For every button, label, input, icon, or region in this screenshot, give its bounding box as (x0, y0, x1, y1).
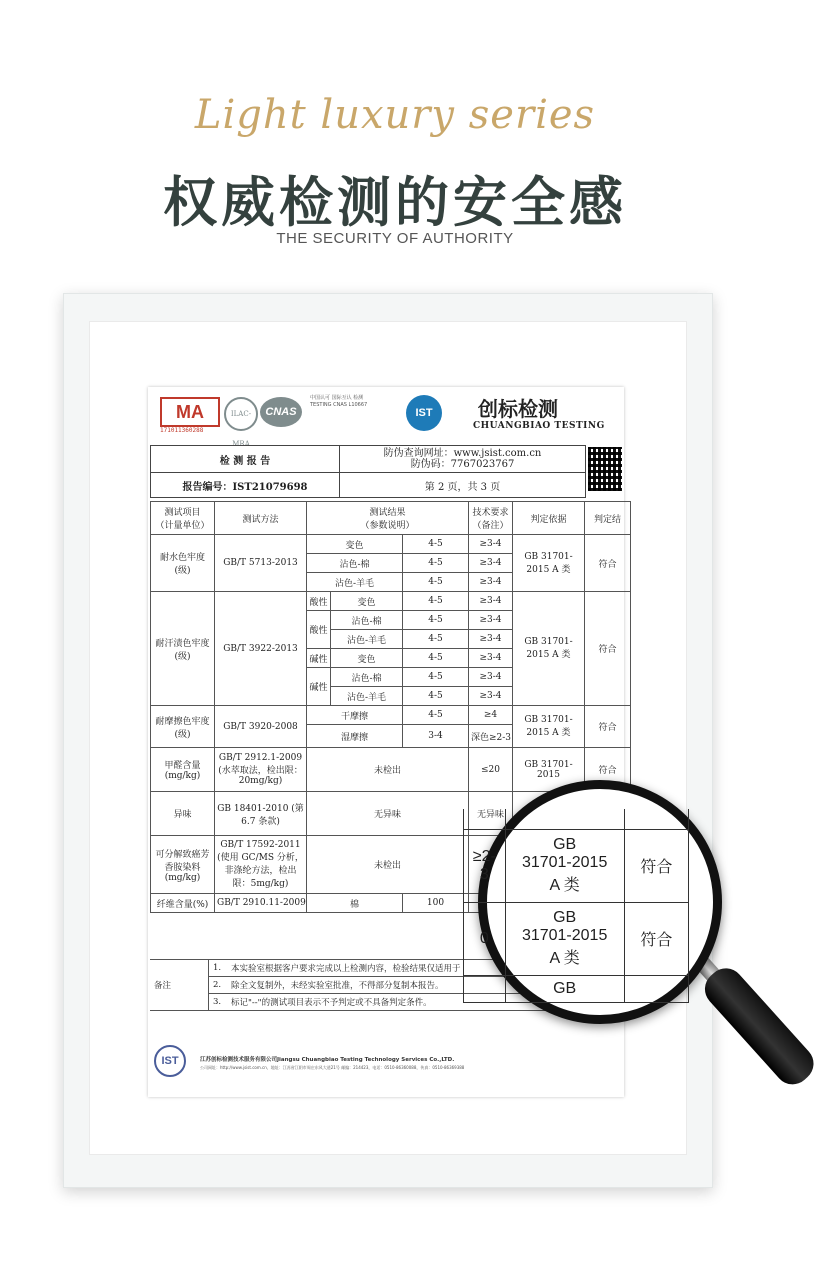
result-value: 4-5 (403, 668, 469, 687)
sub-item: 沾色-棉 (307, 554, 403, 573)
method: GB/T 3920-2008 (215, 706, 307, 748)
lens-basis (505, 829, 624, 902)
result-value: 4-5 (403, 535, 469, 554)
result-value: 4-5 (403, 649, 469, 668)
requirement: ≥3-4 (469, 554, 513, 573)
requirement: ≥3-4 (469, 630, 513, 649)
lens-cell (464, 809, 506, 829)
lens-basis-class: A 类 (549, 950, 580, 967)
table-row (151, 748, 631, 792)
item-name: 纤维含量(%) (151, 894, 215, 913)
result-value: 4-5 (403, 706, 469, 725)
col-header-result: 测试结果 （参数说明） (307, 502, 469, 535)
result-value: 4-5 (403, 592, 469, 611)
method: GB 18401-2010 (第 6.7 条款) (215, 792, 307, 836)
result-value: 4-5 (403, 554, 469, 573)
page-subtitle: THE SECURITY OF AUTHORITY (276, 230, 514, 247)
note-number: 3. (209, 994, 228, 1011)
item-name: 异味 (151, 792, 215, 836)
item-name: 可分解致癌芳香胺染料(mg/kg) (151, 836, 215, 894)
lens-snippet: 0 (464, 902, 506, 975)
result-value: 未检出 (307, 836, 469, 894)
requirement: ≥3-4 (469, 649, 513, 668)
frame-mat (89, 321, 687, 1155)
item-name: 耐水色牢度(级) (151, 535, 215, 592)
item-name: 甲醛含量 (mg/kg) (151, 748, 215, 792)
notes-label: 备注 (150, 960, 209, 1011)
brand-name-en: CHUANGBIAO TESTING (473, 421, 605, 431)
requirement: ≤20 (469, 748, 513, 792)
fiber-name: 棉 (307, 894, 403, 913)
sub-item: 沾色-棉 (331, 611, 403, 630)
requirement: ≥4 (469, 706, 513, 725)
item-name: 耐摩擦色牢度(级) (151, 706, 215, 748)
lens-basis-std: 31701-2015 (521, 854, 608, 871)
basis: GB 31701-2015 A 类 (513, 706, 585, 748)
lens-cell (464, 975, 506, 1002)
qr-code (588, 447, 622, 491)
lens-basis-std: 31701-2015 (521, 927, 608, 944)
picture-frame (63, 293, 713, 1188)
alkali-label: 碱性 (307, 668, 331, 706)
requirement: ≥3-4 (469, 687, 513, 706)
result-value: 4-5 (403, 687, 469, 706)
sub-item: 沾色-棉 (331, 668, 403, 687)
brand-name-cn: 创标检测 (478, 397, 558, 421)
lens-basis (505, 902, 624, 975)
sub-item: 沾色-羊毛 (331, 630, 403, 649)
note-number: 1. (209, 960, 228, 977)
table-header-row (151, 502, 631, 535)
sub-item: 变色 (307, 535, 403, 554)
lens-snippet: ≥2-3 (464, 829, 506, 902)
requirement: ≥3-4 (469, 611, 513, 630)
footer-company: 江苏创标检测技术服务有限公司Jiangsu Chuangbiao Testing Technology Services Co.,LTD. (200, 1057, 455, 1063)
lens-verdict: 符合 (624, 829, 688, 902)
anti-fake-info (340, 446, 586, 473)
sub-item: 干摩擦 (307, 706, 403, 725)
verdict: 符合 (585, 748, 631, 792)
sub-item: 变色 (331, 592, 403, 611)
method: GB/T 2912.1-2009 (水萃取法，检出限：20mg/kg) (215, 748, 307, 792)
table-row (151, 706, 631, 725)
lens-cell (624, 809, 688, 829)
col-header-requirement: 技术要求 （备注） (469, 502, 513, 535)
basis: GB 31701-2015 A 类 (513, 592, 585, 706)
note-number: 2. (209, 977, 228, 994)
page-info: 第 2 页，共 3 页 (340, 473, 586, 498)
result-value: 无异味 (307, 792, 469, 836)
script-title: Light luxury series (194, 92, 596, 138)
requirement: 无异味 (469, 792, 513, 836)
report-title: 检 测 报 告 (151, 446, 340, 473)
anti-fake-code: 防伪码：7767023767 (410, 459, 515, 470)
table-row (151, 535, 631, 554)
item-name: 耐汗渍色牢度(级) (151, 592, 215, 706)
requirement: ≥3-4 (469, 668, 513, 687)
sub-item: 沾色-羊毛 (307, 573, 403, 592)
requirement: ≥3-4 (469, 535, 513, 554)
result-value: 4-5 (403, 573, 469, 592)
col-header-item: 测试项目 （计量单位） (151, 502, 215, 535)
lens-verdict: 符合 (624, 902, 688, 975)
cma-logo: MA (160, 397, 220, 427)
sub-item: 湿摩擦 (307, 725, 403, 748)
col-header-verdict: 判定结 (585, 502, 631, 535)
magnifier-lens (472, 780, 722, 1024)
method: GB/T 17592-2011 (使用 GC/MS 分析，非涤纶方法，检出限：5mg/kg) (215, 836, 307, 894)
col-header-method: 测试方法 (215, 502, 307, 535)
note-text: 除全文复制外，未经实验室批准，不得部分复制本报告。 (227, 977, 626, 994)
method: GB/T 2910.11-2009 (215, 894, 307, 913)
table-row (151, 592, 631, 611)
requirement: ≥3-4 (469, 573, 513, 592)
result-value: 3-4 (403, 725, 469, 748)
lens-basis-class: A 类 (549, 877, 580, 894)
footer-contact: 公司网址：http://www.jsist.com.cn，地址：江苏省江阴市周庄东风大道21号 邮编：214423，电话：0510-86360088，传真：0510-86369388 (200, 1065, 465, 1070)
alkali-label: 碱性 (307, 649, 331, 668)
sub-item: 变色 (331, 649, 403, 668)
ilac-logo: ILAC-MRA (224, 397, 258, 431)
cma-number: 171011360288 (160, 427, 204, 434)
report-header-table (150, 445, 586, 498)
cnas-text: 中国认可 国际互认 检测 TESTING CNAS L10667 (310, 395, 368, 408)
fiber-percent: 100 (403, 894, 469, 913)
page-title: 权威检测的安全感 (163, 171, 627, 234)
acid-label: 酸性 (307, 592, 331, 611)
method: GB/T 5713-2013 (215, 535, 307, 592)
cnas-logo: CNAS (260, 397, 302, 427)
lens-cell (505, 809, 624, 829)
verdict: 符合 (585, 535, 631, 592)
verdict: 符合 (585, 592, 631, 706)
col-header-basis: 判定依据 (513, 502, 585, 535)
verdict: 符合 (585, 706, 631, 748)
lens-basis-gb: GB (553, 909, 577, 926)
query-url: 防伪查询网址：www.jsist.com.cn (383, 448, 542, 459)
footer-ist-logo: IST (154, 1045, 186, 1077)
result-value: 4-5 (403, 630, 469, 649)
lens-cell (624, 975, 688, 1002)
requirement: ≥3-4 (469, 592, 513, 611)
lens-basis-gb: GB (505, 975, 624, 1002)
ist-logo: IST (406, 395, 442, 431)
note-text: 本实验室根据客户要求完成以上检测内容，检验结果仅适用于 (227, 960, 626, 977)
basis: GB 31701-2015 A 类 (513, 535, 585, 592)
acid-label: 酸性 (307, 611, 331, 649)
lens-basis-gb: GB (553, 836, 577, 853)
result-value: 未检出 (307, 748, 469, 792)
note-text: 标记"--"的测试项目表示不予判定或不具备判定条件。 (227, 994, 626, 1011)
handle-grip (698, 961, 821, 1092)
report-number: 报告编号：IST21079698 (151, 473, 340, 498)
requirement: 深色≥2-3 (469, 725, 513, 748)
result-value: 4-5 (403, 611, 469, 630)
method: GB/T 3922-2013 (215, 592, 307, 706)
magnified-table (463, 809, 689, 1003)
basis: GB 31701-2015 (513, 748, 585, 792)
sub-item: 沾色-羊毛 (331, 687, 403, 706)
